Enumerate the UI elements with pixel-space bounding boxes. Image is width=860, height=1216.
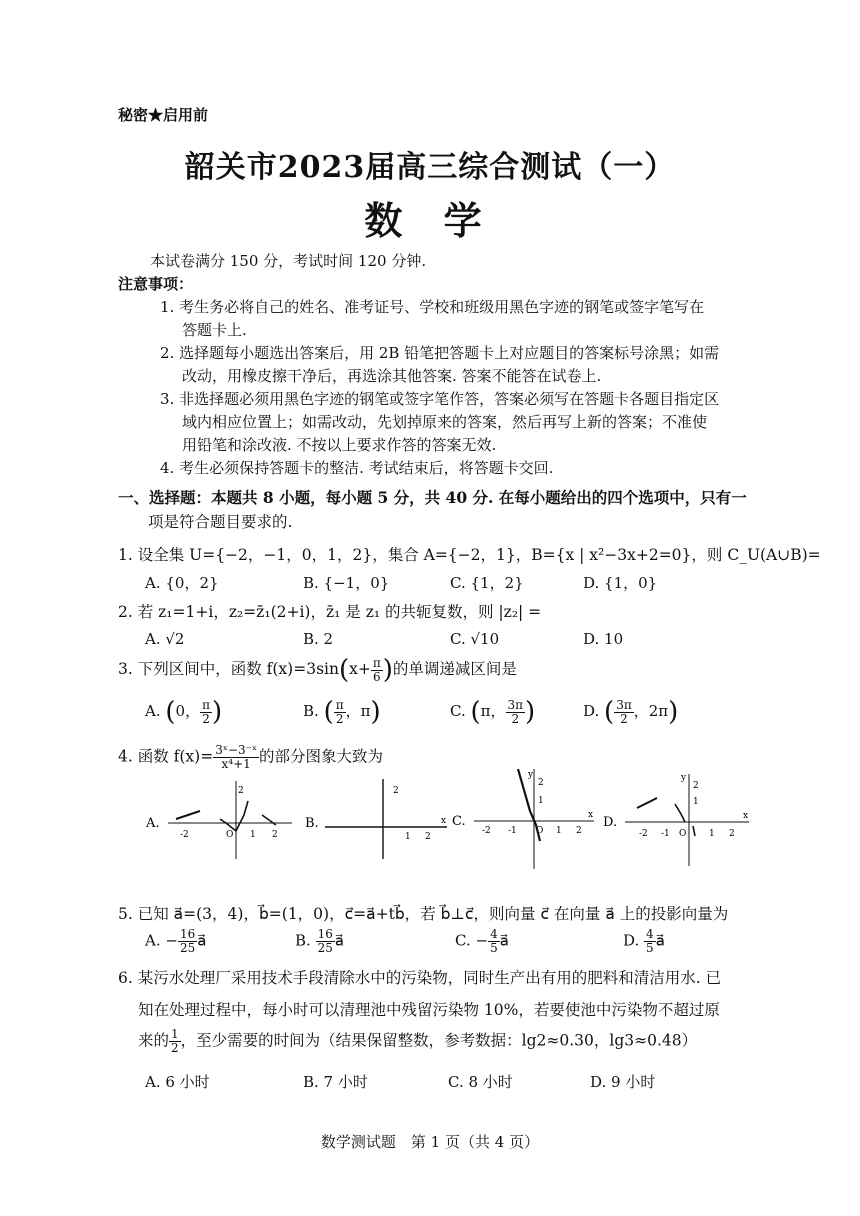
svg-text:2: 2: [238, 786, 244, 796]
question-1-stem: 1. 设全集 U={−2，−1，0，1，2}，集合 A={−2，1}，B={x | x²−3x+2=0}，则 C_U(A∪B)=: [118, 546, 821, 564]
q3-option-c: C. (π， $\frac{3\pi}{2}$ ): [450, 697, 536, 727]
q5-option-d: D. $\frac{4}{5}$ a⃗: [623, 927, 665, 955]
svg-text:2: 2: [425, 832, 431, 842]
section-heading: 一、选择题：本题共 8 小题，每小题 5 分，共 40 分. 在每小题给出的四个选项中，只有一 项是符合题目要求的.: [118, 488, 747, 531]
question-6-line-2: 知在处理过程中，每小时可以清理池中残留污染物 10%，若要使池中污染物不超过原: [138, 1001, 720, 1019]
svg-text:-1: -1: [508, 826, 517, 836]
svg-text:-2: -2: [482, 826, 491, 836]
q1-option-d: D. {1，0}: [583, 574, 658, 592]
svg-text:2: 2: [729, 829, 735, 839]
q5-option-b: B. $\frac{16}{25}$ a⃗: [295, 927, 345, 955]
q3-option-d: D. ( $\frac{3\pi}{2}$ ，2π): [583, 697, 679, 727]
notice-item-3: 3. 非选择题必须用黑色字迹的钢笔或签字笔作答，答案必须写在答题卡各题目指定区 域内相应位置上；如需改动，先划掉原来的答案，然后再写上新的答案；不准使 用铅笔和涂改液. 不按以上要求作答的答案无效.: [160, 390, 720, 454]
q2-option-c: C. √10: [450, 630, 500, 648]
svg-text:1: 1: [405, 832, 411, 842]
question-3-stem: 3. 下列区间中，函数 f(x)=3sin(x+ $\frac{\pi}{6}$ )的单调递减区间是: [118, 655, 517, 685]
notice-item-2: 2. 选择题每小题选出答案后，用 2B 铅笔把答题卡上对应题目的答案标号涂黑；如需 改动，用橡皮擦干净后，再选涂其他答案. 答案不能答在试卷上.: [160, 344, 720, 385]
q3-option-a: A. (0， $\frac{\pi}{2}$ ): [145, 697, 223, 727]
svg-text:x: x: [588, 810, 594, 820]
question-4-stem: 4. 函数 f(x)= $\frac{\text{3ˣ−3⁻ˣ}}{\text{x⁴+1}}$ 的部分图象大致为: [118, 743, 384, 771]
q2-option-a: A. √2: [145, 630, 185, 648]
q3-option-b: B. ( $\frac{\pi}{2}$ ，π): [303, 697, 381, 727]
svg-text:C.: C.: [452, 814, 466, 829]
q3-pi-over-six: $\frac{\pi}{6}$: [372, 655, 381, 684]
question-6-line-1: 6. 某污水处理厂采用技术手段清除水中的污染物，同时生产出有用的肥料和清洁用水. 已: [118, 969, 722, 987]
notice-item-1: 1. 考生务必将自己的姓名、准考证号、学校和班级用黑色字迹的钢笔或签字笔写在 答题卡上.: [160, 298, 705, 339]
notice-item-4: 4. 考生必须保持答题卡的整洁. 考试结束后，将答题卡交回.: [160, 459, 554, 477]
page-footer: 数学测试题 第 1 页（共 4 页）: [320, 1133, 540, 1151]
svg-text:1: 1: [556, 826, 562, 836]
svg-text:O: O: [679, 829, 687, 839]
svg-text:O: O: [226, 830, 234, 840]
question-2-stem: 2. 若 z₁=1+i，z₂=z̄₁(2+i)，z̄₁ 是 z₁ 的共轭复数，则 |z₂| =: [118, 603, 542, 621]
notice-heading: 注意事项：: [118, 275, 194, 293]
svg-text:1: 1: [709, 829, 715, 839]
confidential-mark: 秘密★启用前: [118, 106, 209, 124]
exam-info: 本试卷满分 150 分，考试时间 120 分钟.: [150, 252, 427, 270]
svg-text:2: 2: [693, 781, 699, 791]
svg-text:2: 2: [393, 786, 399, 796]
q2-option-d: D. 10: [583, 630, 624, 648]
svg-text:x: x: [743, 811, 749, 821]
q6-option-c: C. 8 小时: [448, 1073, 513, 1091]
svg-text:2: 2: [272, 830, 278, 840]
svg-text:2: 2: [538, 778, 544, 788]
q6-option-a: A. 6 小时: [145, 1073, 210, 1091]
subject-title: 数 学: [364, 198, 496, 243]
q6-option-d: D. 9 小时: [590, 1073, 656, 1091]
svg-text:y: y: [681, 773, 687, 783]
exam-title: 韶关市2023届高三综合测试（一）: [184, 150, 676, 185]
svg-text:1: 1: [250, 830, 256, 840]
q4-option-a-graph: [140, 775, 300, 865]
q5-option-a: A. − $\frac{16}{25}$ a⃗: [145, 927, 207, 955]
question-6-line-3: 来的 $\frac{1}{2}$ ，至少需要的时间为（结果保留整数，参考数据：lg2≈0.30，lg3≈0.48）: [138, 1027, 698, 1055]
q1-option-a: A. {0，2}: [145, 574, 219, 592]
q1-option-c: C. {1，2}: [450, 574, 524, 592]
svg-text:2: 2: [576, 826, 582, 836]
q5-option-c: C. − $\frac{4}{5}$ a⃗: [455, 927, 509, 955]
svg-text:-1: -1: [661, 829, 670, 839]
svg-text:x: x: [441, 816, 447, 826]
svg-text:y: y: [528, 770, 534, 780]
q4-option-d-graph: [603, 770, 753, 870]
q4-option-c-graph: [452, 765, 602, 875]
q1-option-b: B. {−1，0}: [303, 574, 390, 592]
svg-text:O: O: [536, 826, 544, 836]
svg-text:1: 1: [538, 796, 544, 806]
svg-text:-2: -2: [180, 830, 189, 840]
question-5-stem: 5. 已知 a⃗=(3，4)，b⃗=(1，0)，c⃗=a⃗+tb⃗，若 b⃗⊥c⃗，则向量 c⃗ 在向量 a⃗ 上的投影向量为: [118, 905, 729, 923]
svg-text:D.: D.: [603, 815, 618, 830]
svg-text:1: 1: [693, 797, 699, 807]
q6-option-b: B. 7 小时: [303, 1073, 368, 1091]
svg-text:-2: -2: [639, 829, 648, 839]
svg-text:A.: A.: [146, 816, 160, 831]
q4-option-b-graph: [305, 775, 455, 865]
q2-option-b: B. 2: [303, 630, 334, 648]
svg-text:B.: B.: [305, 816, 319, 831]
